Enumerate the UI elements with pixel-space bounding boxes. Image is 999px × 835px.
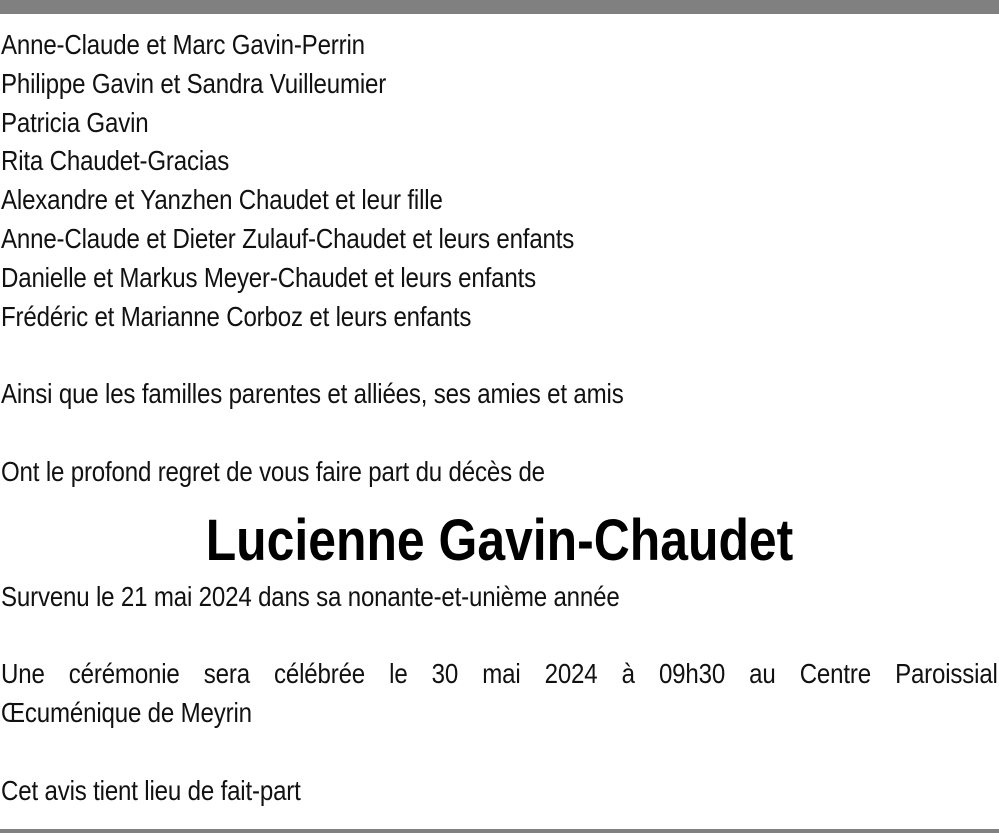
- death-date-line: Survenu le 21 mai 2024 dans sa nonante-et-unième année: [1, 580, 620, 612]
- bottom-divider: [0, 829, 999, 833]
- ceremony-location-line: Œcuménique de Meyrin: [1, 696, 252, 728]
- family-line: Anne-Claude et Dieter Zulauf-Chaudet et leurs enfants: [1, 222, 575, 254]
- spacer: [1, 733, 998, 772]
- family-line: Frédéric et Marianne Corboz et leurs enfants: [1, 300, 472, 332]
- family-line: Philippe Gavin et Sandra Vuilleumier: [1, 67, 387, 99]
- family-line: Patricia Gavin: [1, 106, 149, 138]
- deceased-name: Lucienne Gavin-Chaudet: [205, 507, 794, 573]
- family-line: Alexandre et Yanzhen Chaudet et leur fille: [1, 184, 443, 216]
- relatives-line: Ainsi que les familles parentes et alliées, ses amies et amis: [1, 378, 624, 410]
- family-line: Anne-Claude et Marc Gavin-Perrin: [1, 29, 365, 60]
- family-line: Danielle et Markus Meyer-Chaudet et leurs enfants: [1, 261, 536, 293]
- announcement-line: Ont le profond regret de vous faire part du décès de: [1, 455, 545, 487]
- notice-body: [1, 26, 998, 810]
- spacer: [1, 414, 998, 453]
- closing-line: Cet avis tient lieu de fait-part: [1, 774, 301, 806]
- top-divider: [0, 0, 999, 14]
- spacer: [1, 616, 998, 655]
- ceremony-line: Une cérémonie sera célébrée le 30 mai 2024 à 09h30 au Centre Paroissial: [1, 658, 998, 690]
- spacer: [1, 336, 998, 375]
- family-line: Rita Chaudet-Gracias: [1, 145, 230, 177]
